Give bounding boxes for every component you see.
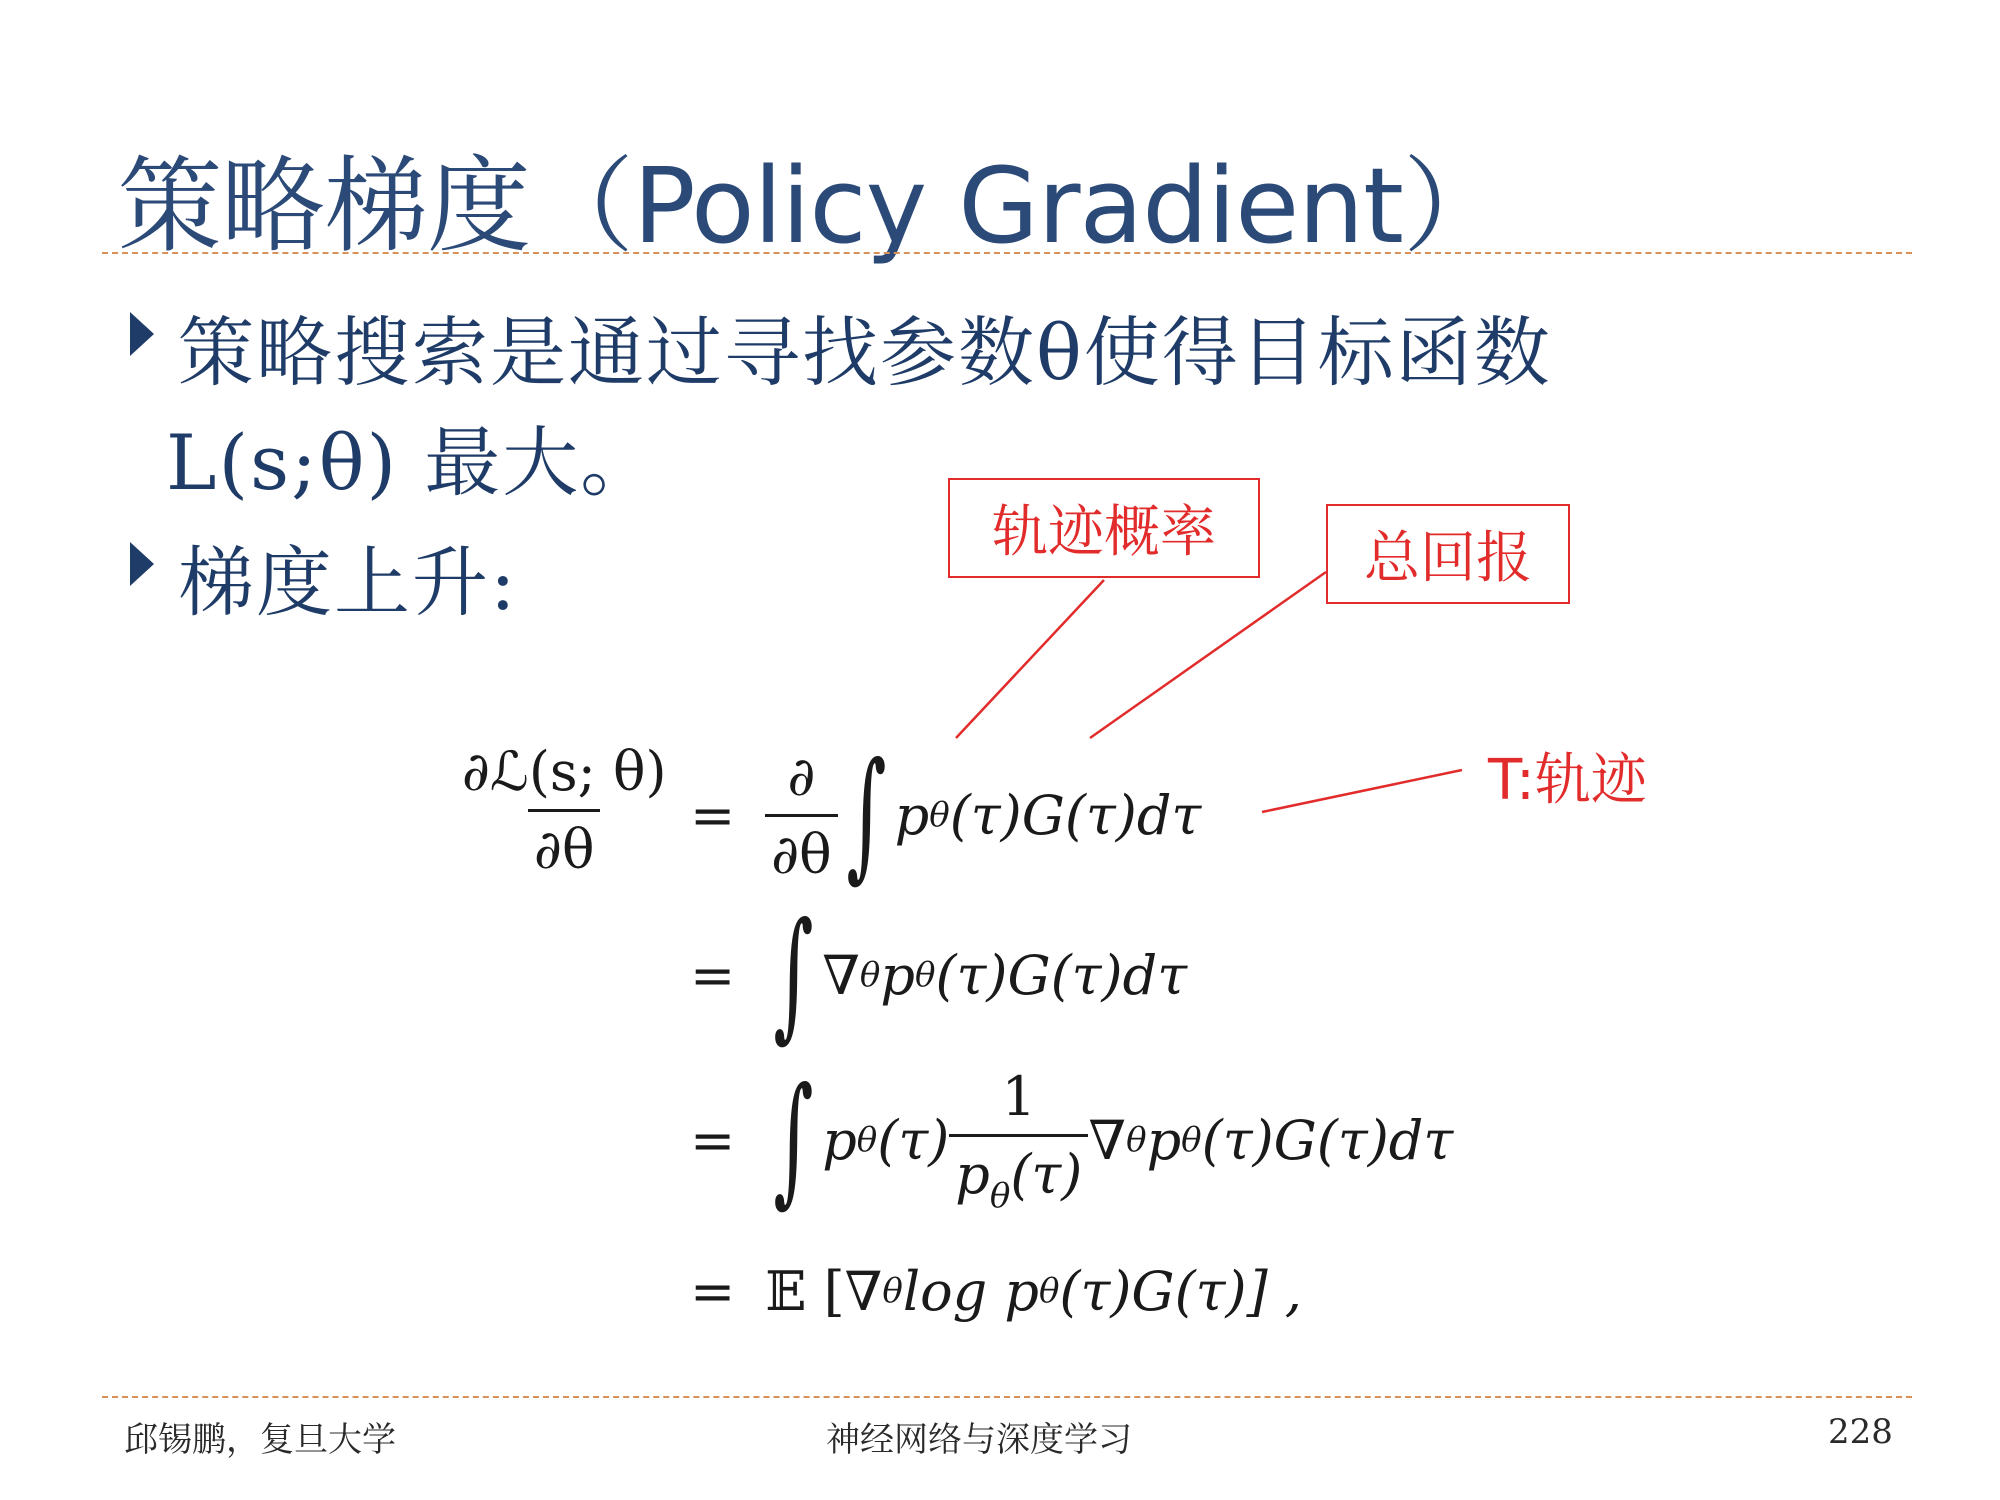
derivative-denominator: ∂θ bbox=[765, 814, 837, 886]
term-tau: (τ) bbox=[877, 1108, 950, 1172]
equation-lhs bbox=[456, 740, 673, 881]
footer-course: 神经网络与深度学习 bbox=[826, 1420, 1132, 1460]
subscript-theta: θ bbox=[989, 1175, 1011, 1216]
expectation-term: 𝔼 [∇ bbox=[765, 1259, 883, 1323]
term-p: p bbox=[822, 1108, 857, 1172]
equals-sign: = bbox=[690, 1108, 736, 1172]
lhs-numerator: ∂ℒ(s; θ) bbox=[462, 740, 667, 803]
fraction-denominator bbox=[949, 1134, 1088, 1216]
term-tail: (τ)G(τ)dτ bbox=[1201, 1108, 1454, 1172]
equals-sign: = bbox=[690, 943, 736, 1007]
slide-title: 策略梯度（Policy Gradient） bbox=[118, 145, 1506, 267]
equals-sign: = bbox=[690, 1259, 736, 1323]
footer-author: 邱锡鹏，复旦大学 bbox=[124, 1420, 396, 1460]
integral-sign: ∫ bbox=[773, 893, 814, 1056]
connector-total-return bbox=[1090, 572, 1326, 738]
nabla-symbol: ∇ bbox=[822, 943, 860, 1007]
annotation-total-return: 总回报 bbox=[1326, 504, 1570, 604]
equation-line-3 bbox=[690, 1060, 1453, 1220]
equation-line-4 bbox=[690, 1236, 1302, 1346]
integral-sign: ∫ bbox=[846, 733, 887, 896]
subscript-theta: θ bbox=[1126, 1120, 1147, 1160]
subscript-theta: θ bbox=[856, 1120, 878, 1160]
fraction-numerator: 1 bbox=[1001, 1064, 1036, 1128]
derivative-numerator: ∂ bbox=[787, 744, 816, 808]
connector-tau bbox=[1262, 770, 1462, 812]
subscript-theta: θ bbox=[1038, 1271, 1060, 1311]
subscript-theta: θ bbox=[859, 955, 881, 995]
derivative-operator bbox=[765, 745, 837, 886]
annotation-tau-trajectory: T:轨迹 bbox=[1488, 748, 1647, 813]
subscript-theta: θ bbox=[929, 795, 950, 835]
inverse-probability-fraction bbox=[949, 1065, 1088, 1216]
bullet-1-line-1: 策略搜索是通过寻找参数θ使得目标函数 bbox=[178, 308, 1552, 397]
term-tau: (τ) bbox=[1010, 1142, 1083, 1206]
annotation-trajectory-probability: 轨迹概率 bbox=[948, 478, 1260, 578]
bullet-1-line-2: L(s;θ) 最大。 bbox=[166, 418, 659, 507]
log-term: log p bbox=[902, 1259, 1039, 1323]
term-p: p bbox=[1146, 1108, 1182, 1172]
term-tail: (τ)G(τ)dτ bbox=[935, 943, 1188, 1007]
term-p: p bbox=[894, 783, 930, 847]
subscript-theta: θ bbox=[914, 955, 936, 995]
subscript-theta: θ bbox=[1181, 1120, 1202, 1160]
term-tail: (τ)G(τ)] , bbox=[1059, 1259, 1302, 1323]
term-p: p bbox=[955, 1142, 990, 1206]
bullet-2-line-1: 梯度上升: bbox=[178, 538, 518, 627]
equals-sign: = bbox=[690, 783, 736, 847]
term-p: p bbox=[880, 943, 915, 1007]
footer-divider bbox=[102, 1396, 1912, 1398]
subscript-theta: θ bbox=[882, 1271, 903, 1311]
nabla-symbol: ∇ bbox=[1088, 1108, 1127, 1172]
lhs-denominator: ∂θ bbox=[528, 809, 600, 881]
integral-sign: ∫ bbox=[773, 1058, 814, 1221]
lhs-fraction bbox=[456, 740, 673, 881]
equation-line-2 bbox=[690, 893, 1188, 1056]
term-tail: (τ)G(τ)dτ bbox=[949, 783, 1202, 847]
connector-trajectory-probability bbox=[956, 580, 1104, 738]
footer-page-number: 228 bbox=[1828, 1412, 1893, 1452]
equation-line-1 bbox=[690, 733, 1202, 896]
